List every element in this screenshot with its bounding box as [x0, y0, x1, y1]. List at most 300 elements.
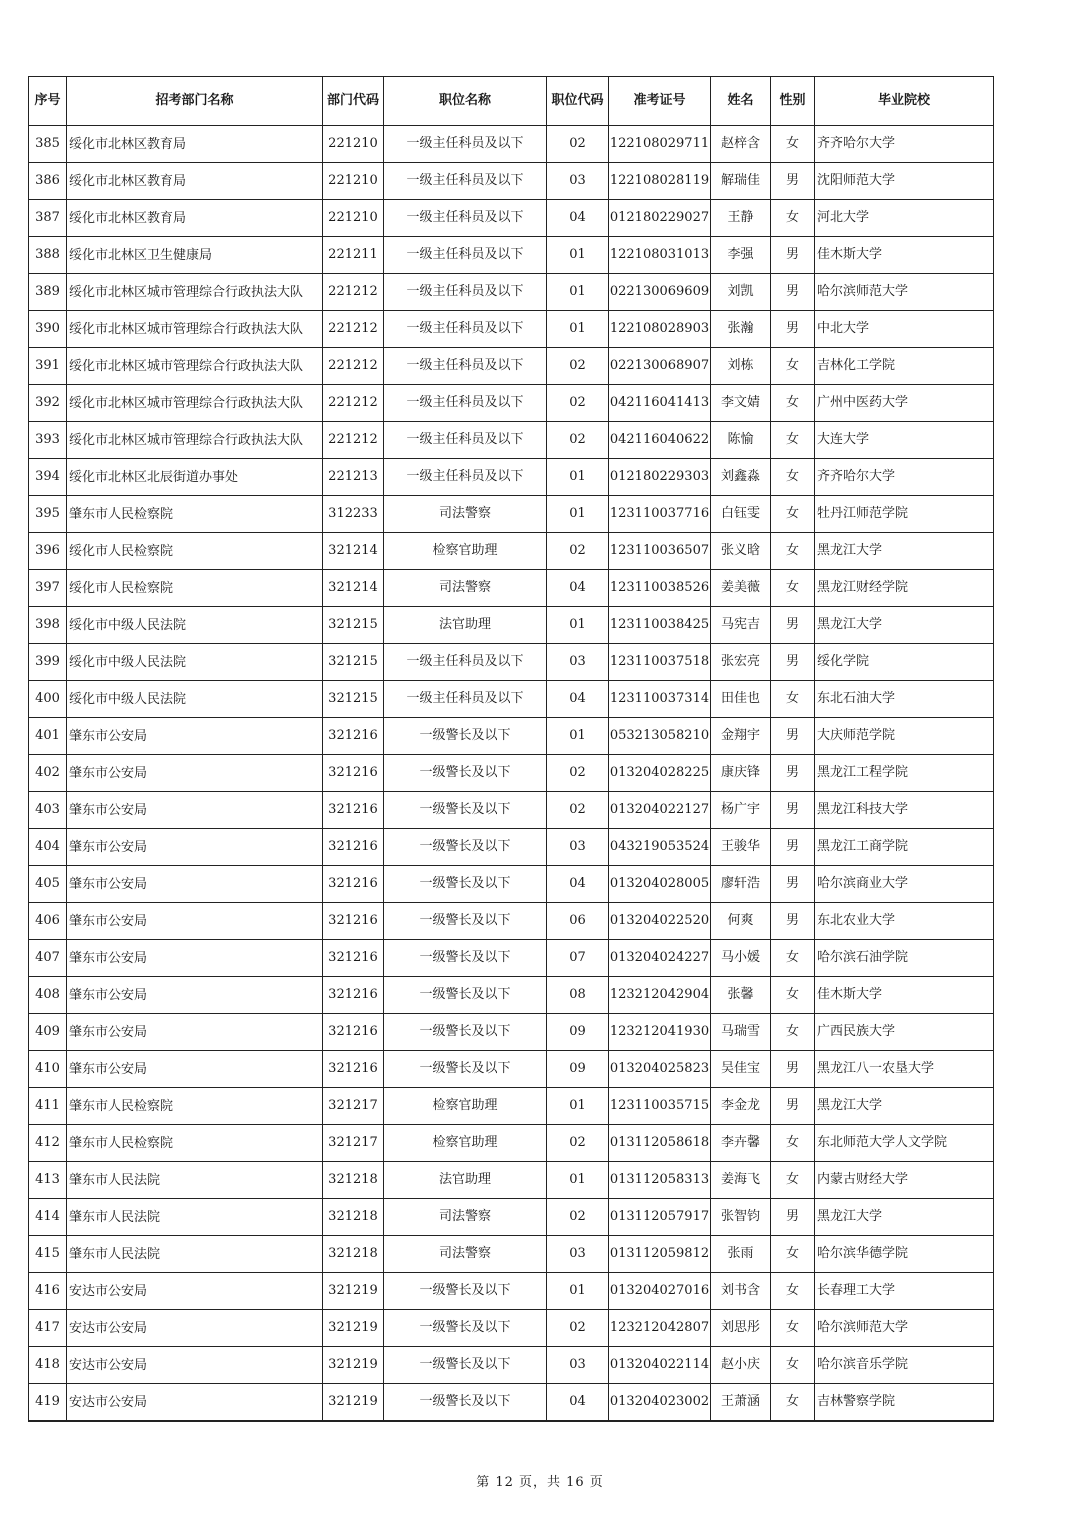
table-row: [29, 422, 994, 459]
cell-school: 黑龙江工程学院: [815, 755, 994, 792]
table-row: [29, 1384, 994, 1422]
cell-exam-number: 013204022520: [609, 903, 711, 940]
table-row: [29, 1051, 994, 1088]
cell-exam-number: 013204028225: [609, 755, 711, 792]
cell-name: 张馨: [711, 977, 771, 1014]
cell-position-code: 01: [547, 1088, 609, 1125]
cell-position-name: 一级警长及以下: [384, 903, 547, 940]
cell-school: 哈尔滨音乐学院: [815, 1347, 994, 1384]
cell-exam-number: 043219053524: [609, 829, 711, 866]
cell-dept-code: 321218: [323, 1236, 384, 1273]
cell-school: 吉林化工学院: [815, 348, 994, 385]
cell-school: 黑龙江工商学院: [815, 829, 994, 866]
cell-position-name: 一级主任科员及以下: [384, 200, 547, 237]
cell-seq: 403: [29, 792, 67, 829]
cell-dept-code: 221210: [323, 200, 384, 237]
cell-dept-name: 绥化市中级人民法院: [67, 607, 323, 644]
cell-dept-name: 肇东市公安局: [67, 792, 323, 829]
cell-seq: 405: [29, 866, 67, 903]
cell-dept-code: 221212: [323, 274, 384, 311]
cell-school: 大连大学: [815, 422, 994, 459]
cell-school: 黑龙江财经学院: [815, 570, 994, 607]
cell-seq: 402: [29, 755, 67, 792]
cell-dept-name: 绥化市北林区卫生健康局: [67, 237, 323, 274]
cell-position-code: 01: [547, 311, 609, 348]
table-row: [29, 1199, 994, 1236]
cell-seq: 411: [29, 1088, 67, 1125]
table-row: [29, 1236, 994, 1273]
cell-position-name: 一级主任科员及以下: [384, 422, 547, 459]
cell-gender: 女: [771, 533, 815, 570]
header-exam-number: 准考证号: [609, 77, 711, 126]
cell-dept-name: 肇东市公安局: [67, 1014, 323, 1051]
cell-exam-number: 123110035715: [609, 1088, 711, 1125]
cell-dept-code: 321214: [323, 570, 384, 607]
cell-position-name: 一级主任科员及以下: [384, 459, 547, 496]
cell-dept-name: 肇东市公安局: [67, 755, 323, 792]
cell-dept-code: 321216: [323, 903, 384, 940]
cell-exam-number: 013204028005: [609, 866, 711, 903]
cell-school: 绥化学院: [815, 644, 994, 681]
table-row: [29, 1273, 994, 1310]
cell-dept-name: 肇东市公安局: [67, 903, 323, 940]
cell-name: 马瑞雪: [711, 1014, 771, 1051]
cell-dept-name: 肇东市公安局: [67, 977, 323, 1014]
cell-gender: 女: [771, 459, 815, 496]
cell-gender: 男: [771, 1199, 815, 1236]
cell-dept-name: 绥化市北林区城市管理综合行政执法大队: [67, 311, 323, 348]
cell-position-name: 一级警长及以下: [384, 866, 547, 903]
table-row: [29, 681, 994, 718]
cell-position-name: 一级警长及以下: [384, 1273, 547, 1310]
table-row: [29, 126, 994, 163]
cell-name: 刘思彤: [711, 1310, 771, 1347]
cell-dept-name: 肇东市人民法院: [67, 1236, 323, 1273]
cell-position-name: 一级主任科员及以下: [384, 681, 547, 718]
cell-position-name: 司法警察: [384, 1236, 547, 1273]
cell-seq: 395: [29, 496, 67, 533]
cell-gender: 女: [771, 570, 815, 607]
cell-position-name: 一级主任科员及以下: [384, 644, 547, 681]
cell-seq: 413: [29, 1162, 67, 1199]
table-row: [29, 1347, 994, 1384]
cell-dept-code: 321216: [323, 977, 384, 1014]
cell-dept-code: 321217: [323, 1088, 384, 1125]
cell-seq: 385: [29, 126, 67, 163]
cell-dept-code: 321219: [323, 1347, 384, 1384]
cell-position-name: 一级警长及以下: [384, 940, 547, 977]
cell-school: 东北石油大学: [815, 681, 994, 718]
cell-name: 康庆锋: [711, 755, 771, 792]
cell-gender: 女: [771, 1162, 815, 1199]
cell-dept-code: 221210: [323, 126, 384, 163]
table-row: [29, 200, 994, 237]
cell-seq: 416: [29, 1273, 67, 1310]
cell-position-code: 01: [547, 1273, 609, 1310]
table-row: [29, 829, 994, 866]
cell-exam-number: 022130069609: [609, 274, 711, 311]
cell-position-code: 03: [547, 1347, 609, 1384]
table-row: [29, 163, 994, 200]
cell-seq: 401: [29, 718, 67, 755]
cell-school: 齐齐哈尔大学: [815, 459, 994, 496]
cell-exam-number: 122108028903: [609, 311, 711, 348]
cell-dept-code: 321218: [323, 1199, 384, 1236]
cell-dept-name: 肇东市公安局: [67, 1051, 323, 1088]
cell-dept-name: 安达市公安局: [67, 1347, 323, 1384]
cell-gender: 女: [771, 348, 815, 385]
cell-position-code: 03: [547, 644, 609, 681]
cell-dept-code: 221211: [323, 237, 384, 274]
header-school: 毕业院校: [815, 77, 994, 126]
cell-dept-code: 321215: [323, 644, 384, 681]
header-seq: 序号: [29, 77, 67, 126]
cell-exam-number: 022130068907: [609, 348, 711, 385]
cell-name: 李卉馨: [711, 1125, 771, 1162]
cell-exam-number: 013204022114: [609, 1347, 711, 1384]
cell-seq: 410: [29, 1051, 67, 1088]
cell-name: 何爽: [711, 903, 771, 940]
cell-dept-code: 221213: [323, 459, 384, 496]
cell-dept-name: 肇东市人民检察院: [67, 1125, 323, 1162]
cell-name: 陈愉: [711, 422, 771, 459]
table-row: [29, 385, 994, 422]
cell-name: 姜美薇: [711, 570, 771, 607]
table-row: [29, 570, 994, 607]
cell-dept-code: 321218: [323, 1162, 384, 1199]
cell-position-code: 09: [547, 1014, 609, 1051]
cell-position-name: 一级警长及以下: [384, 718, 547, 755]
cell-seq: 398: [29, 607, 67, 644]
cell-gender: 女: [771, 1273, 815, 1310]
cell-exam-number: 122108028119: [609, 163, 711, 200]
cell-gender: 男: [771, 644, 815, 681]
cell-position-name: 一级主任科员及以下: [384, 274, 547, 311]
cell-position-name: 一级警长及以下: [384, 792, 547, 829]
table-row: [29, 718, 994, 755]
cell-seq: 417: [29, 1310, 67, 1347]
table-row: [29, 977, 994, 1014]
cell-name: 王静: [711, 200, 771, 237]
cell-school: 东北师范大学人文学院: [815, 1125, 994, 1162]
cell-school: 佳木斯大学: [815, 977, 994, 1014]
cell-dept-name: 绥化市北林区城市管理综合行政执法大队: [67, 348, 323, 385]
cell-name: 马小媛: [711, 940, 771, 977]
table-header-row: [29, 77, 994, 126]
cell-position-code: 01: [547, 718, 609, 755]
cell-gender: 男: [771, 1088, 815, 1125]
cell-seq: 407: [29, 940, 67, 977]
cell-dept-code: 321217: [323, 1125, 384, 1162]
header-name: 姓名: [711, 77, 771, 126]
cell-dept-code: 321216: [323, 1051, 384, 1088]
cell-exam-number: 123110038526: [609, 570, 711, 607]
cell-dept-code: 321219: [323, 1273, 384, 1310]
cell-school: 牡丹江师范学院: [815, 496, 994, 533]
cell-name: 田佳也: [711, 681, 771, 718]
cell-exam-number: 013112058313: [609, 1162, 711, 1199]
cell-seq: 404: [29, 829, 67, 866]
table-row: [29, 940, 994, 977]
cell-dept-code: 321216: [323, 866, 384, 903]
cell-exam-number: 123110037716: [609, 496, 711, 533]
cell-school: 黑龙江大学: [815, 1088, 994, 1125]
cell-dept-code: 221210: [323, 163, 384, 200]
cell-gender: 男: [771, 1051, 815, 1088]
cell-name: 刘书含: [711, 1273, 771, 1310]
cell-gender: 女: [771, 1347, 815, 1384]
cell-dept-name: 肇东市公安局: [67, 940, 323, 977]
table-row: [29, 533, 994, 570]
cell-position-code: 01: [547, 237, 609, 274]
table-row: [29, 1162, 994, 1199]
cell-position-code: 01: [547, 274, 609, 311]
cell-seq: 399: [29, 644, 67, 681]
cell-name: 廖轩浩: [711, 866, 771, 903]
cell-position-code: 04: [547, 681, 609, 718]
cell-position-name: 一级警长及以下: [384, 1310, 547, 1347]
table-row: [29, 496, 994, 533]
cell-school: 沈阳师范大学: [815, 163, 994, 200]
cell-name: 刘栋: [711, 348, 771, 385]
cell-position-code: 02: [547, 126, 609, 163]
cell-dept-name: 绥化市北林区教育局: [67, 200, 323, 237]
cell-dept-name: 绥化市北林区城市管理综合行政执法大队: [67, 274, 323, 311]
cell-exam-number: 053213058210: [609, 718, 711, 755]
applicant-table: [28, 76, 994, 1422]
cell-gender: 女: [771, 940, 815, 977]
cell-position-code: 04: [547, 866, 609, 903]
cell-gender: 男: [771, 274, 815, 311]
cell-position-code: 04: [547, 570, 609, 607]
cell-dept-code: 221212: [323, 385, 384, 422]
cell-gender: 男: [771, 718, 815, 755]
table-row: [29, 1014, 994, 1051]
cell-dept-code: 321216: [323, 940, 384, 977]
cell-gender: 女: [771, 681, 815, 718]
cell-position-name: 检察官助理: [384, 533, 547, 570]
cell-name: 张智钧: [711, 1199, 771, 1236]
cell-dept-name: 绥化市人民检察院: [67, 570, 323, 607]
cell-position-code: 02: [547, 1310, 609, 1347]
cell-dept-code: 321215: [323, 681, 384, 718]
cell-position-name: 法官助理: [384, 1162, 547, 1199]
cell-seq: 391: [29, 348, 67, 385]
cell-name: 张义晗: [711, 533, 771, 570]
table-row: [29, 607, 994, 644]
cell-exam-number: 123212042807: [609, 1310, 711, 1347]
cell-position-name: 检察官助理: [384, 1125, 547, 1162]
cell-school: 广州中医药大学: [815, 385, 994, 422]
cell-gender: 女: [771, 496, 815, 533]
cell-position-name: 一级主任科员及以下: [384, 311, 547, 348]
cell-gender: 男: [771, 755, 815, 792]
cell-gender: 女: [771, 200, 815, 237]
cell-position-name: 检察官助理: [384, 1088, 547, 1125]
cell-gender: 男: [771, 829, 815, 866]
cell-seq: 419: [29, 1384, 67, 1422]
cell-name: 吴佳宝: [711, 1051, 771, 1088]
cell-position-code: 02: [547, 385, 609, 422]
cell-exam-number: 013204027016: [609, 1273, 711, 1310]
table-row: [29, 792, 994, 829]
cell-position-code: 01: [547, 607, 609, 644]
cell-school: 哈尔滨商业大学: [815, 866, 994, 903]
table-row: [29, 274, 994, 311]
cell-seq: 400: [29, 681, 67, 718]
cell-position-code: 04: [547, 1384, 609, 1422]
cell-position-code: 03: [547, 1236, 609, 1273]
cell-dept-name: 安达市公安局: [67, 1310, 323, 1347]
cell-exam-number: 123110037314: [609, 681, 711, 718]
cell-dept-name: 绥化市北林区教育局: [67, 163, 323, 200]
table-body: [29, 126, 994, 1422]
cell-seq: 414: [29, 1199, 67, 1236]
cell-seq: 408: [29, 977, 67, 1014]
cell-position-name: 一级主任科员及以下: [384, 126, 547, 163]
cell-name: 马宪吉: [711, 607, 771, 644]
cell-seq: 396: [29, 533, 67, 570]
cell-gender: 女: [771, 977, 815, 1014]
header-dept-name: 招考部门名称: [67, 77, 323, 126]
cell-gender: 男: [771, 237, 815, 274]
cell-dept-name: 肇东市人民检察院: [67, 1088, 323, 1125]
cell-school: 齐齐哈尔大学: [815, 126, 994, 163]
cell-seq: 415: [29, 1236, 67, 1273]
table-row: [29, 1088, 994, 1125]
cell-exam-number: 122108031013: [609, 237, 711, 274]
cell-name: 刘凯: [711, 274, 771, 311]
cell-name: 刘鑫淼: [711, 459, 771, 496]
table-row: [29, 903, 994, 940]
cell-exam-number: 123110038425: [609, 607, 711, 644]
cell-seq: 392: [29, 385, 67, 422]
cell-school: 黑龙江大学: [815, 1199, 994, 1236]
cell-exam-number: 012180229027: [609, 200, 711, 237]
table-row: [29, 644, 994, 681]
cell-name: 赵小庆: [711, 1347, 771, 1384]
cell-exam-number: 042116041413: [609, 385, 711, 422]
cell-name: 赵梓含: [711, 126, 771, 163]
cell-exam-number: 123212042904: [609, 977, 711, 1014]
cell-gender: 女: [771, 1384, 815, 1422]
cell-exam-number: 013204023002: [609, 1384, 711, 1422]
cell-position-name: 一级主任科员及以下: [384, 348, 547, 385]
cell-name: 解瑞佳: [711, 163, 771, 200]
cell-name: 李文婧: [711, 385, 771, 422]
cell-position-code: 01: [547, 496, 609, 533]
cell-school: 哈尔滨华德学院: [815, 1236, 994, 1273]
cell-gender: 女: [771, 385, 815, 422]
cell-dept-code: 321216: [323, 718, 384, 755]
cell-gender: 男: [771, 163, 815, 200]
cell-position-code: 03: [547, 163, 609, 200]
cell-seq: 409: [29, 1014, 67, 1051]
cell-exam-number: 042116040622: [609, 422, 711, 459]
header-position-name: 职位名称: [384, 77, 547, 126]
cell-exam-number: 013112057917: [609, 1199, 711, 1236]
cell-school: 黑龙江大学: [815, 607, 994, 644]
cell-position-name: 一级警长及以下: [384, 1051, 547, 1088]
cell-dept-code: 321216: [323, 792, 384, 829]
cell-position-code: 02: [547, 1199, 609, 1236]
cell-seq: 388: [29, 237, 67, 274]
cell-position-name: 一级主任科员及以下: [384, 163, 547, 200]
cell-position-code: 02: [547, 792, 609, 829]
cell-dept-code: 321216: [323, 829, 384, 866]
cell-name: 张雨: [711, 1236, 771, 1273]
cell-seq: 389: [29, 274, 67, 311]
cell-dept-name: 绥化市中级人民法院: [67, 644, 323, 681]
cell-dept-code: 221212: [323, 348, 384, 385]
cell-seq: 394: [29, 459, 67, 496]
cell-dept-code: 312233: [323, 496, 384, 533]
cell-dept-name: 肇东市公安局: [67, 829, 323, 866]
cell-name: 白钰雯: [711, 496, 771, 533]
cell-dept-name: 绥化市中级人民法院: [67, 681, 323, 718]
cell-name: 姜海飞: [711, 1162, 771, 1199]
cell-position-name: 一级警长及以下: [384, 1384, 547, 1422]
cell-seq: 418: [29, 1347, 67, 1384]
cell-exam-number: 013112059812: [609, 1236, 711, 1273]
cell-position-name: 一级警长及以下: [384, 829, 547, 866]
cell-gender: 女: [771, 1236, 815, 1273]
cell-position-name: 司法警察: [384, 570, 547, 607]
cell-school: 中北大学: [815, 311, 994, 348]
cell-exam-number: 013204025823: [609, 1051, 711, 1088]
cell-position-name: 一级主任科员及以下: [384, 385, 547, 422]
cell-school: 内蒙古财经大学: [815, 1162, 994, 1199]
cell-position-code: 02: [547, 422, 609, 459]
cell-dept-name: 肇东市公安局: [67, 718, 323, 755]
cell-dept-code: 221212: [323, 311, 384, 348]
cell-dept-name: 肇东市公安局: [67, 866, 323, 903]
cell-dept-code: 321216: [323, 755, 384, 792]
cell-school: 黑龙江八一农垦大学: [815, 1051, 994, 1088]
cell-position-name: 一级主任科员及以下: [384, 237, 547, 274]
cell-position-code: 07: [547, 940, 609, 977]
cell-position-name: 一级警长及以下: [384, 755, 547, 792]
cell-dept-code: 321214: [323, 533, 384, 570]
cell-dept-name: 肇东市人民检察院: [67, 496, 323, 533]
table-row: [29, 755, 994, 792]
cell-position-code: 02: [547, 533, 609, 570]
cell-exam-number: 123110036507: [609, 533, 711, 570]
table-row: [29, 1125, 994, 1162]
cell-exam-number: 012180229303: [609, 459, 711, 496]
cell-gender: 女: [771, 1125, 815, 1162]
cell-name: 张瀚: [711, 311, 771, 348]
cell-dept-code: 321219: [323, 1384, 384, 1422]
cell-dept-name: 安达市公安局: [67, 1384, 323, 1422]
cell-position-name: 一级警长及以下: [384, 1014, 547, 1051]
cell-gender: 女: [771, 1310, 815, 1347]
cell-seq: 397: [29, 570, 67, 607]
table-row: [29, 348, 994, 385]
table-row: [29, 1310, 994, 1347]
cell-school: 吉林警察学院: [815, 1384, 994, 1422]
cell-school: 黑龙江科技大学: [815, 792, 994, 829]
cell-dept-name: 安达市公安局: [67, 1273, 323, 1310]
cell-position-code: 02: [547, 348, 609, 385]
cell-dept-name: 绥化市北林区城市管理综合行政执法大队: [67, 385, 323, 422]
cell-position-name: 司法警察: [384, 496, 547, 533]
cell-exam-number: 123110037518: [609, 644, 711, 681]
table-row: [29, 459, 994, 496]
cell-position-name: 司法警察: [384, 1199, 547, 1236]
cell-name: 金翔宇: [711, 718, 771, 755]
cell-seq: 390: [29, 311, 67, 348]
